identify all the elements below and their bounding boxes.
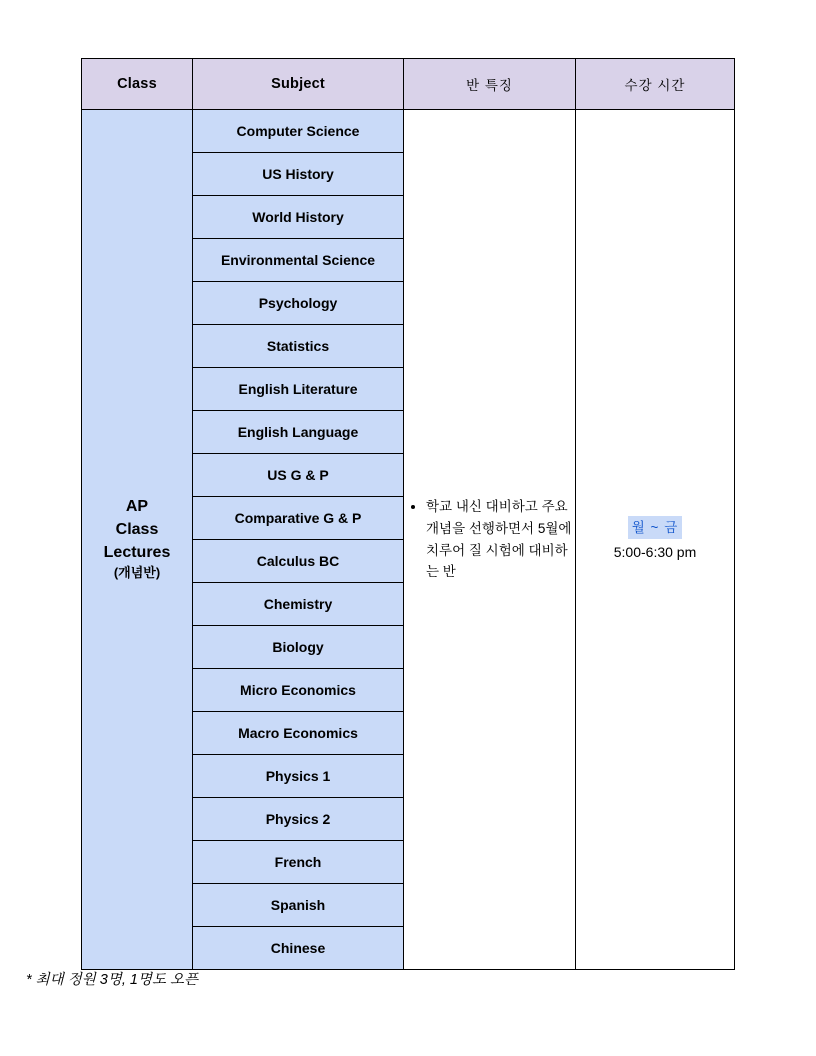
class-title-line1: AP: [125, 498, 149, 516]
time-cell: [576, 110, 735, 970]
subject-cell: Statistics: [193, 325, 404, 368]
list-item: • 학교 내신 대비하고 주요 개념을 선행하면서 5월에 치루어 질 시험에 대비하는 반: [426, 496, 575, 583]
subject-cell: Chinese: [193, 927, 404, 970]
subject-cell: Comparative G & P: [193, 497, 404, 540]
subject-cell: French: [193, 841, 404, 884]
days-badge: 월 ~ 금: [628, 516, 682, 540]
table-row: [82, 110, 735, 153]
class-subtitle: (개념반): [113, 565, 161, 581]
feature-list: [404, 496, 575, 583]
subject-cell: Macro Economics: [193, 712, 404, 755]
subject-cell: US G & P: [193, 454, 404, 497]
subject-cell: Chemistry: [193, 583, 404, 626]
subject-cell: Psychology: [193, 282, 404, 325]
footnote-text: * 최대 정원 3명, 1명도 오픈: [26, 972, 199, 988]
subject-cell: Biology: [193, 626, 404, 669]
subject-cell: World History: [193, 196, 404, 239]
subject-cell: Spanish: [193, 884, 404, 927]
subject-cell: Environmental Science: [193, 239, 404, 282]
subject-cell: Calculus BC: [193, 540, 404, 583]
subject-cell: Computer Science: [193, 110, 404, 153]
subject-cell: Micro Economics: [193, 669, 404, 712]
subject-cell: Physics 1: [193, 755, 404, 798]
column-header-subject: Subject: [193, 59, 404, 110]
feature-cell: [404, 110, 576, 970]
class-title-line2: Class: [115, 520, 159, 538]
time-range-text: 5:00-6:30 pm: [613, 544, 697, 561]
column-header-feature: 반 특징: [404, 59, 576, 110]
subject-cell: Physics 2: [193, 798, 404, 841]
subject-cell: English Language: [193, 411, 404, 454]
subject-cell: English Literature: [193, 368, 404, 411]
class-title-line3: Lectures: [103, 543, 171, 561]
class-schedule-table: [81, 58, 735, 970]
column-header-class: Class: [82, 59, 193, 110]
column-header-time: 수강 시간: [576, 59, 735, 110]
class-group-cell: [82, 110, 193, 970]
table-header-row: [82, 59, 735, 110]
table-body: [82, 110, 735, 970]
subject-cell: US History: [193, 153, 404, 196]
